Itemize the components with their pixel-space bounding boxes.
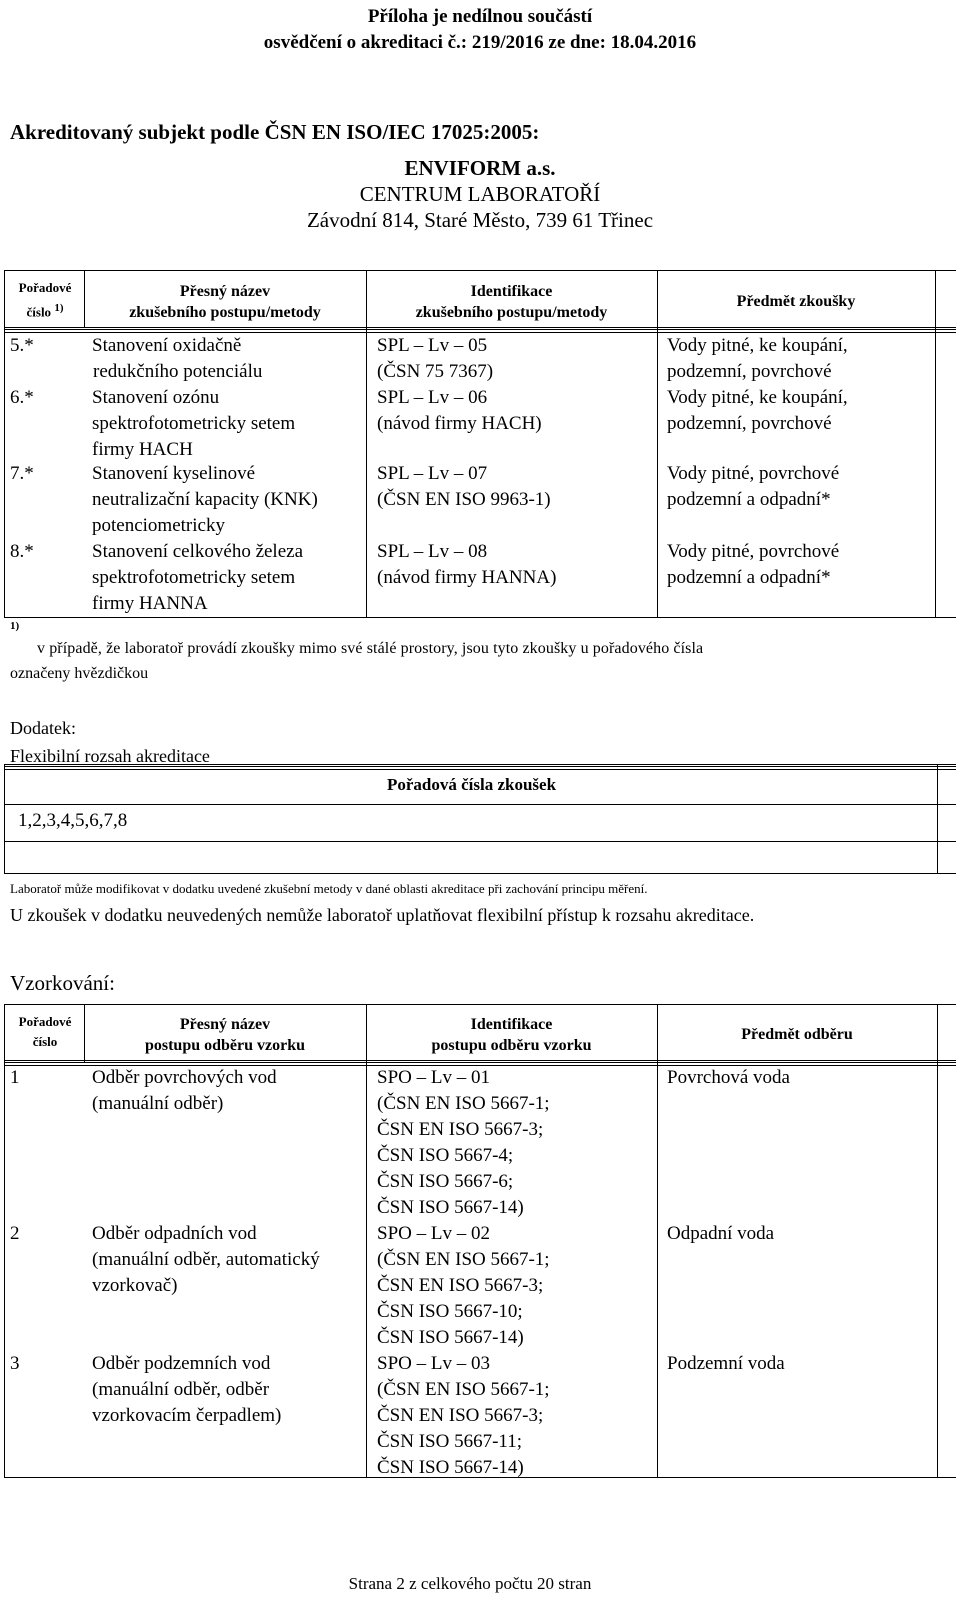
row-number: 7.* xyxy=(10,463,34,484)
divider xyxy=(4,804,956,805)
footnote-text: označeny hvězdičkou xyxy=(10,665,149,682)
sampling-title: Vzorkování: xyxy=(10,971,115,995)
header-number: Pořadové číslo $^{1)}$ xyxy=(18,280,72,320)
row-number: 5.* xyxy=(10,335,34,356)
test-subject: Vody pitné, ke koupání, podzemní, povrchové xyxy=(667,335,848,382)
sampling-subject: Povrchová voda xyxy=(667,1067,790,1088)
header-sampling-subject: Předmět odběru xyxy=(741,1026,853,1043)
procedure-name: Odběr povrchových vod (manuální odběr) xyxy=(92,1067,277,1114)
divider xyxy=(4,764,5,873)
header-procedure-name: Přesný název postupu odběru vzorku xyxy=(144,1016,306,1054)
page-number: Strana 2 z celkového počtu 20 stran xyxy=(348,1574,592,1593)
divider xyxy=(366,1004,367,1477)
divider xyxy=(4,841,956,842)
method-identification: SPL – Lv – 05 (ČSN 75 7367) xyxy=(377,335,494,382)
row-number: 3 xyxy=(10,1353,20,1374)
divider xyxy=(657,1004,658,1477)
procedure-identification: SPO – Lv – 03 (ČSN EN ISO 5667-1; ČSN EN ISO 5667-3; ČSN ISO 5667-11; ČSN ISO 5667-14) xyxy=(377,1353,550,1478)
row-number: 1 xyxy=(10,1067,20,1088)
sampling-subject: Podzemní voda xyxy=(667,1353,785,1374)
header-test-subject: Předmět zkoušky xyxy=(736,293,856,310)
appendix-note-small: Laboratoř může modifikovat v dodatku uvedené zkušební metody v dané oblasti akreditace při zachování principu měření. xyxy=(10,881,648,896)
procedure-identification: SPO – Lv – 02 (ČSN EN ISO 5667-1; ČSN EN ISO 5667-3; ČSN ISO 5667-10; ČSN ISO 5667-14) xyxy=(377,1223,550,1348)
divider xyxy=(4,1004,5,1477)
flexible-scope-value: 1,2,3,4,5,6,7,8 xyxy=(18,810,128,831)
footnote-mark: 1) xyxy=(10,620,20,632)
procedure-name: Odběr podzemních vod (manuální odběr, odběr vzorkovacím čerpadlem) xyxy=(92,1353,282,1426)
accredited-subject: Akreditovaný subjekt podle ČSN EN ISO/IEC 17025:2005: xyxy=(10,120,540,144)
divider xyxy=(937,764,938,873)
method-name: Stanovení ozónu spektrofotometricky setem firmy HACH xyxy=(92,387,296,460)
method-identification: SPL – Lv – 07 (ČSN EN ISO 9963-1) xyxy=(377,463,551,510)
header-line-1: Příloha je nedílnou součástí xyxy=(367,6,593,27)
header-identification: Identifikace zkušebního postupu/metody xyxy=(415,283,608,321)
divider xyxy=(4,617,956,618)
divider xyxy=(4,766,956,770)
divider xyxy=(4,1004,956,1005)
test-subject: Vody pitné, ke koupání, podzemní, povrchové xyxy=(667,387,848,434)
header-method-name: Přesný název zkušebního postupu/metody xyxy=(129,283,321,321)
header-line-2: osvědčení o akreditaci č.: 219/2016 ze dne: 18.04.2016 xyxy=(263,32,697,53)
appendix-note: U zkoušek v dodatku neuvedených nemůže laboratoř uplatňovat flexibilní přístup k rozsahu akreditace. xyxy=(10,905,755,925)
header-number: Pořadové číslo xyxy=(18,1014,72,1049)
method-identification: SPL – Lv – 08 (návod firmy HANNA) xyxy=(377,541,557,588)
test-subject: Vody pitné, povrchové podzemní a odpadní* xyxy=(667,541,840,588)
sampling-subject: Odpadní voda xyxy=(667,1223,775,1244)
header-identification: Identifikace postupu odběru vzorku xyxy=(431,1016,592,1054)
footnote-text: v případě, že laboratoř provádí zkoušky mimo své stálé prostory, jsou tyto zkoušky u pořadového čísla xyxy=(37,640,704,657)
appendix-subtitle: Flexibilní rozsah akreditace xyxy=(10,746,210,766)
appendix-title: Dodatek: xyxy=(10,718,76,738)
row-number: 8.* xyxy=(10,541,34,562)
row-number: 6.* xyxy=(10,387,34,408)
test-subject: Vody pitné, povrchové podzemní a odpadní* xyxy=(667,463,840,510)
divider xyxy=(4,1060,956,1061)
divider xyxy=(4,873,956,874)
divider xyxy=(4,270,5,617)
divider xyxy=(4,327,956,328)
method-name: Stanovení celkového železa spektrofotometricky setem firmy HANNA xyxy=(92,541,304,614)
flexible-scope-header: Pořadová čísla zkoušek xyxy=(386,775,557,794)
company-name: ENVIFORM a.s. xyxy=(404,156,556,180)
divider xyxy=(4,270,956,271)
divider xyxy=(4,764,956,765)
address: Závodní 814, Staré Město, 739 61 Třinec xyxy=(306,208,654,232)
method-name: Stanovení kyselinové neutralizační kapacity (KNK) potenciometricky xyxy=(92,463,318,536)
center-name: CENTRUM LABORATOŘÍ xyxy=(359,182,601,206)
divider xyxy=(657,270,658,617)
row-number: 2 xyxy=(10,1223,20,1244)
divider xyxy=(937,1004,938,1477)
procedure-identification: SPO – Lv – 01 (ČSN EN ISO 5667-1; ČSN EN ISO 5667-3; ČSN ISO 5667-4; ČSN ISO 5667-6; ČSN ISO 5667-14) xyxy=(377,1067,550,1218)
method-identification: SPL – Lv – 06 (návod firmy HACH) xyxy=(377,387,542,434)
divider xyxy=(935,270,936,617)
procedure-name: Odběr odpadních vod (manuální odběr, automatický vzorkovač) xyxy=(92,1223,320,1296)
method-name: Stanovení oxidačně redukčního potenciálu xyxy=(92,335,263,382)
